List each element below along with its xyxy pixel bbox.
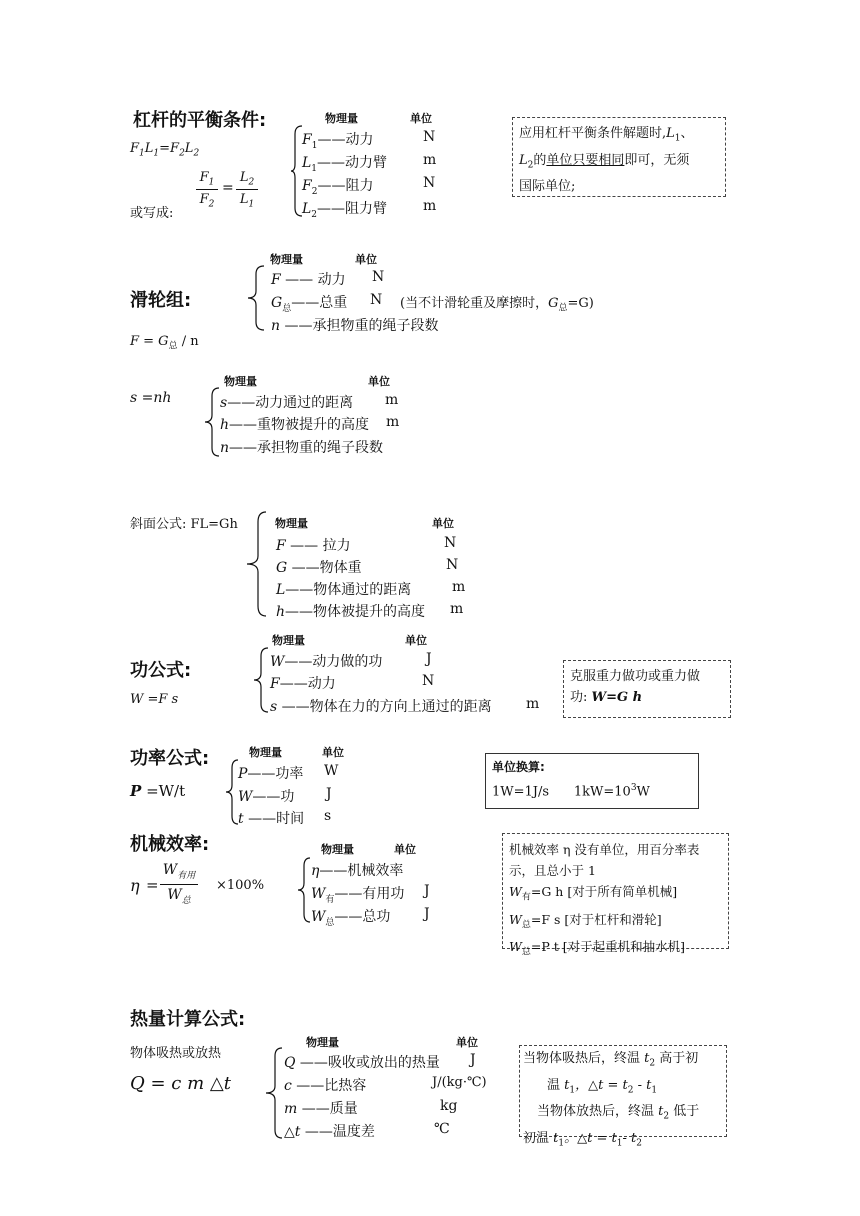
lever-formula: $F_1L_1=F_2L_2$ xyxy=(130,141,200,159)
pulley-row-2-extra: (当不计滑轮重及摩擦时，$G_总=G$) xyxy=(400,296,594,314)
work-row-2: F——动力 xyxy=(270,676,336,692)
incline-row-2-unit: N xyxy=(446,557,459,573)
power-row-1-unit: W xyxy=(324,763,339,779)
distance-row-1-unit: m xyxy=(385,392,399,408)
lever-frac-left-den: $F_2$ xyxy=(199,192,215,210)
power-header-unit: 单位 xyxy=(322,746,344,759)
lever-row-2: $L_1——$动力臂 xyxy=(302,155,388,174)
lever-row-4-unit: m xyxy=(423,198,437,214)
lever-header-quantity: 物理量 xyxy=(325,112,358,125)
pulley-brace xyxy=(246,264,266,332)
power-row-2-unit: J xyxy=(326,786,332,802)
incline-row-3-unit: m xyxy=(452,579,466,595)
incline-row-2: G ——物体重 xyxy=(276,560,362,576)
work-row-3-unit: m xyxy=(526,696,540,712)
efficiency-header-unit: 单位 xyxy=(394,843,416,856)
efficiency-header-quantity: 物理量 xyxy=(321,843,354,856)
lever-frac-right-den: $L_1$ xyxy=(239,192,255,210)
lever-row-1-unit: N xyxy=(423,129,436,145)
distance-row-3: n——承担物重的绳子段数 xyxy=(220,440,384,456)
power-note-box: 单位换算: 1W=1J/s $1kW=10^3W$ xyxy=(485,753,699,809)
lever-row-2-unit: m xyxy=(423,152,437,168)
efficiency-row-3: $W_总——$总功 xyxy=(311,909,391,928)
efficiency-note-box: 机械效率 η 没有单位，用百分率表 示，且总小于 1 $W_有=G$ h [对于所有简单机械] $W_总=F$ s [对于杠杆和滑轮] $W_总=P$ t [对于起重机和抽水机] xyxy=(502,833,729,949)
power-row-1: P——功率 xyxy=(238,766,304,782)
pulley-title: 滑轮组: xyxy=(130,290,192,311)
heat-formula: Q = c m △t xyxy=(130,1073,231,1094)
distance-brace xyxy=(203,386,221,458)
work-row-1-unit: J xyxy=(426,651,432,667)
heat-brace xyxy=(264,1046,284,1140)
work-note-box: 克服重力做功或重力做 功: W=G h xyxy=(563,660,731,718)
efficiency-frac-line xyxy=(160,884,198,885)
lever-frac-left-num: $F_1$ xyxy=(199,170,215,188)
work-row-2-unit: N xyxy=(422,673,435,689)
heat-subtitle: 物体吸热或放热 xyxy=(130,1046,222,1061)
pulley-row-2-unit: N xyxy=(370,292,383,308)
lever-alt-prefix: 或写成: xyxy=(130,206,174,221)
power-formula: P =W/t xyxy=(130,782,186,800)
lever-frac-left-line xyxy=(196,189,218,190)
incline-row-4: h——物体被提升的高度 xyxy=(276,604,426,620)
work-row-3: s ——物体在力的方向上通过的距离 xyxy=(270,699,492,715)
heat-row-3: m ——质量 xyxy=(284,1101,358,1117)
heat-row-1: Q ——吸收或放出的热量 xyxy=(284,1055,440,1071)
lever-row-3: $F_2——$阻力 xyxy=(302,178,374,197)
lever-row-1: $F_1——$动力 xyxy=(302,132,374,151)
work-title: 功公式: xyxy=(130,660,192,681)
pulley-row-1: F —— 动力 xyxy=(271,272,346,288)
incline-title: 斜面公式: FL=Gh xyxy=(130,517,238,532)
heat-row-1-unit: J xyxy=(470,1052,476,1068)
distance-header-quantity: 物理量 xyxy=(224,375,257,388)
pulley-row-1-unit: N xyxy=(372,269,385,285)
efficiency-denominator: $W_总$ xyxy=(167,887,191,906)
heat-row-2-unit: J/(kg·℃) xyxy=(432,1075,487,1090)
lever-row-4: $L_2——$阻力臂 xyxy=(302,201,388,220)
work-brace xyxy=(252,646,270,714)
efficiency-numerator: $W_{有用}$ xyxy=(162,862,196,881)
incline-header-unit: 单位 xyxy=(432,517,454,530)
power-title: 功率公式: xyxy=(130,748,210,769)
incline-header-quantity: 物理量 xyxy=(275,517,308,530)
efficiency-eq: = xyxy=(146,876,159,894)
efficiency-eta: η xyxy=(130,876,140,895)
efficiency-row-3-unit: J xyxy=(424,906,430,922)
efficiency-row-1: η——机械效率 xyxy=(311,863,404,879)
efficiency-row-2-unit: J xyxy=(424,883,430,899)
distance-formula: s =nh xyxy=(130,390,172,406)
heat-header-quantity: 物理量 xyxy=(306,1036,339,1049)
pulley-row-2: $G_总——$总重 xyxy=(271,295,348,314)
pulley-header-unit: 单位 xyxy=(355,253,377,266)
efficiency-row-2: $W_有——$有用功 xyxy=(311,886,405,905)
pulley-formula: $F = G_总 / n$ xyxy=(130,334,199,352)
lever-frac-right-num: $L_2$ xyxy=(239,170,255,188)
heat-row-4-unit: ℃ xyxy=(434,1121,450,1137)
work-formula: W =F s xyxy=(130,692,179,707)
distance-row-1: s——动力通过的距离 xyxy=(220,395,354,411)
heat-row-3-unit: kg xyxy=(440,1098,458,1114)
lever-frac-eq: = xyxy=(222,180,234,196)
distance-header-unit: 单位 xyxy=(368,375,390,388)
efficiency-brace xyxy=(296,856,312,924)
lever-note-box: 应用杠杆平衡条件解题时$,L_1$、 $L_2$的单位只要相同即可，无须 国际单位; xyxy=(512,117,726,197)
heat-note-box: 当物体吸热后，终温 $t_2$ 高于初 温 $t_1$，△t = $t_2 - t_1$ 当物体放热后，终温 $t_2$ 低于 初温 $t_1$。△t = $t_1-$ $t_2$ xyxy=(519,1045,727,1137)
work-header-quantity: 物理量 xyxy=(272,634,305,647)
pulley-header-quantity: 物理量 xyxy=(270,253,303,266)
power-row-3-unit: s xyxy=(324,808,332,824)
incline-row-1: F —— 拉力 xyxy=(276,538,351,554)
heat-title: 热量计算公式: xyxy=(130,1009,246,1030)
heat-row-2: c ——比热容 xyxy=(284,1078,367,1094)
power-header-quantity: 物理量 xyxy=(249,746,282,759)
incline-row-3: L——物体通过的距离 xyxy=(276,582,412,598)
efficiency-title: 机械效率: xyxy=(130,834,210,855)
lever-row-3-unit: N xyxy=(423,175,436,191)
distance-row-2: h——重物被提升的高度 xyxy=(220,417,370,433)
incline-brace xyxy=(244,510,268,618)
power-row-2: W——功 xyxy=(238,789,295,805)
incline-row-1-unit: N xyxy=(444,535,457,551)
lever-header-unit: 单位 xyxy=(410,112,432,125)
heat-row-4: △t ——温度差 xyxy=(284,1124,375,1140)
power-row-3: t ——时间 xyxy=(238,811,305,827)
incline-row-4-unit: m xyxy=(450,601,464,617)
distance-row-2-unit: m xyxy=(386,414,400,430)
work-row-1: W——动力做的功 xyxy=(270,654,383,670)
lever-frac-right-line xyxy=(236,189,258,190)
pulley-row-3: n ——承担物重的绳子段数 xyxy=(271,318,439,334)
lever-title: 杠杆的平衡条件: xyxy=(133,110,267,131)
heat-header-unit: 单位 xyxy=(456,1036,478,1049)
work-header-unit: 单位 xyxy=(405,634,427,647)
efficiency-times: ×100% xyxy=(216,878,265,893)
